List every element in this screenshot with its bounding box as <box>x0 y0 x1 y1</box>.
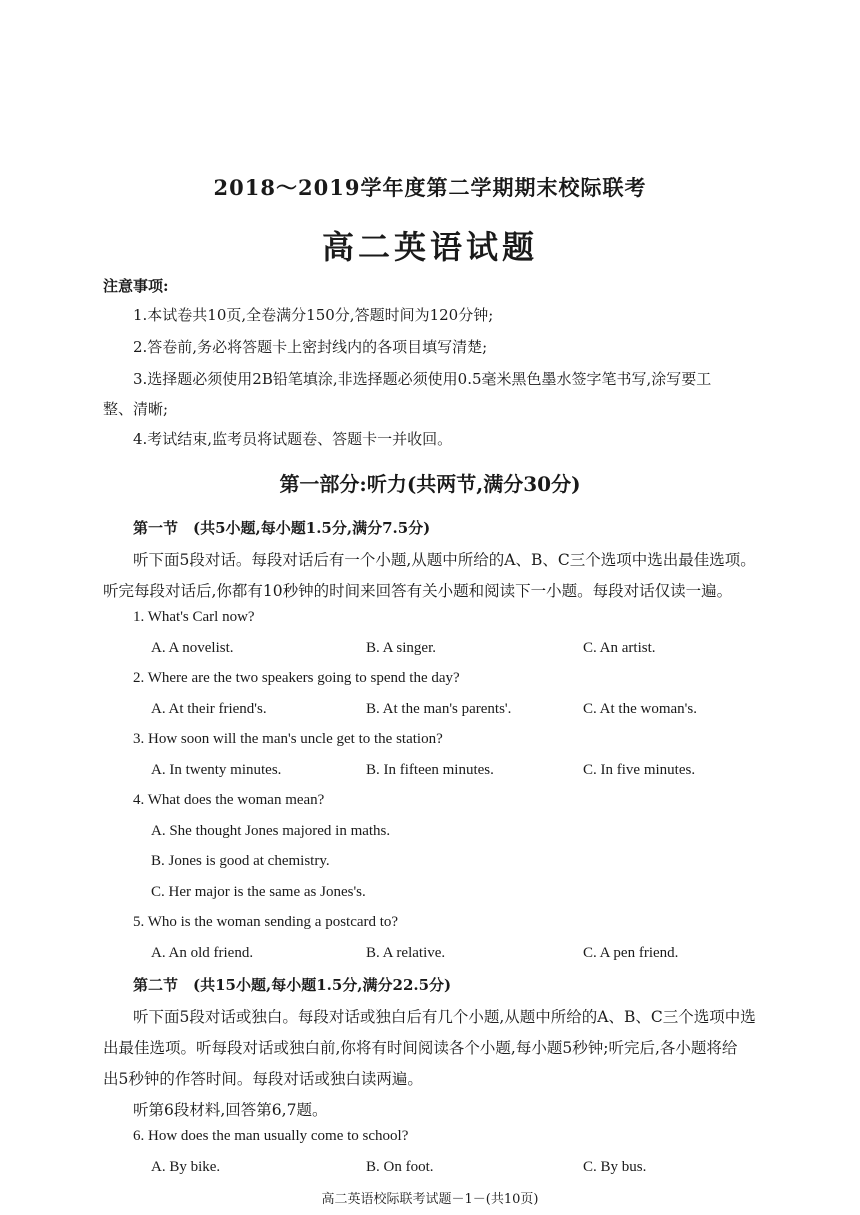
material-instruction: 听第6段材料,回答第6,7题。 <box>133 1101 328 1119</box>
option-b: B. At the man's parents'. <box>366 701 512 717</box>
option-b: B. A singer. <box>366 640 437 656</box>
option-b: B. In fifteen minutes. <box>366 762 494 778</box>
section2-title: 第二节 (共15小题,每小题1.5分,满分22.5分) <box>133 976 452 994</box>
notice-item: 3.选择题必须使用2B铅笔填涂,非选择题必须使用0.5毫米黑色墨水签字笔书写,涂写要工 <box>133 370 712 388</box>
section2-instruction: 出5秒钟的作答时间。每段对话或独白读两遍。 <box>103 1070 423 1088</box>
part1-title: 第一部分:听力(共两节,满分30分) <box>279 472 581 496</box>
option-b: B. Jones is good at chemistry. <box>151 853 330 869</box>
option-a: A. By bike. <box>151 1159 221 1175</box>
question: 3. How soon will the man's uncle get to the station? <box>133 731 443 747</box>
option-c: C. A pen friend. <box>583 945 679 961</box>
option-a: A. She thought Jones majored in maths. <box>151 823 391 839</box>
option-a: A. A novelist. <box>151 640 234 656</box>
notice-item: 4.考试结束,监考员将试题卷、答题卡一并收回。 <box>133 430 453 448</box>
question: 4. What does the woman mean? <box>133 792 325 808</box>
page-footer: 高二英语校际联考试题－1－(共10页) <box>321 1192 539 1207</box>
option-a: A. In twenty minutes. <box>151 762 282 778</box>
option-c: C. By bus. <box>583 1159 647 1175</box>
option-c: C. An artist. <box>583 640 656 656</box>
option-b: B. A relative. <box>366 945 446 961</box>
option-c: C. At the woman's. <box>583 701 697 717</box>
section1-title: 第一节 (共5小题,每小题1.5分,满分7.5分) <box>133 519 431 537</box>
question: 1. What's Carl now? <box>133 609 255 625</box>
section2-instruction: 听下面5段对话或独白。每段对话或独白后有几个小题,从题中所给的A、B、C三个选项中选 <box>133 1008 756 1026</box>
section2-instruction: 出最佳选项。听每段对话或独白前,你将有时间阅读各个小题,每小题5秒钟;听完后,各小题将给 <box>103 1039 738 1057</box>
question: 2. Where are the two speakers going to spend the day? <box>133 670 460 686</box>
notice-item-continuation: 整、清晰; <box>103 400 169 418</box>
exam-header: 2018～2019学年度第二学期期末校际联考 <box>213 175 647 200</box>
section1-instruction: 听下面5段对话。每段对话后有一个小题,从题中所给的A、B、C三个选项中选出最佳选项。 <box>133 551 756 569</box>
section1-instruction: 听完每段对话后,你都有10秒钟的时间来回答有关小题和阅读下一小题。每段对话仅读一遍。 <box>103 582 733 600</box>
question: 6. How does the man usually come to school? <box>133 1128 409 1144</box>
option-b: B. On foot. <box>366 1159 434 1175</box>
exam-title: 高二英语试题 <box>321 228 538 266</box>
option-a: A. An old friend. <box>151 945 254 961</box>
option-c: C. Her major is the same as Jones's. <box>151 884 366 900</box>
option-a: A. At their friend's. <box>151 701 267 717</box>
question: 5. Who is the woman sending a postcard to? <box>133 914 399 930</box>
notice-item: 1.本试卷共10页,全卷满分150分,答题时间为120分钟; <box>133 306 494 324</box>
notice-heading: 注意事项: <box>103 277 169 295</box>
notice-item: 2.答卷前,务必将答题卡上密封线内的各项目填写清楚; <box>133 338 488 356</box>
option-c: C. In five minutes. <box>583 762 696 778</box>
